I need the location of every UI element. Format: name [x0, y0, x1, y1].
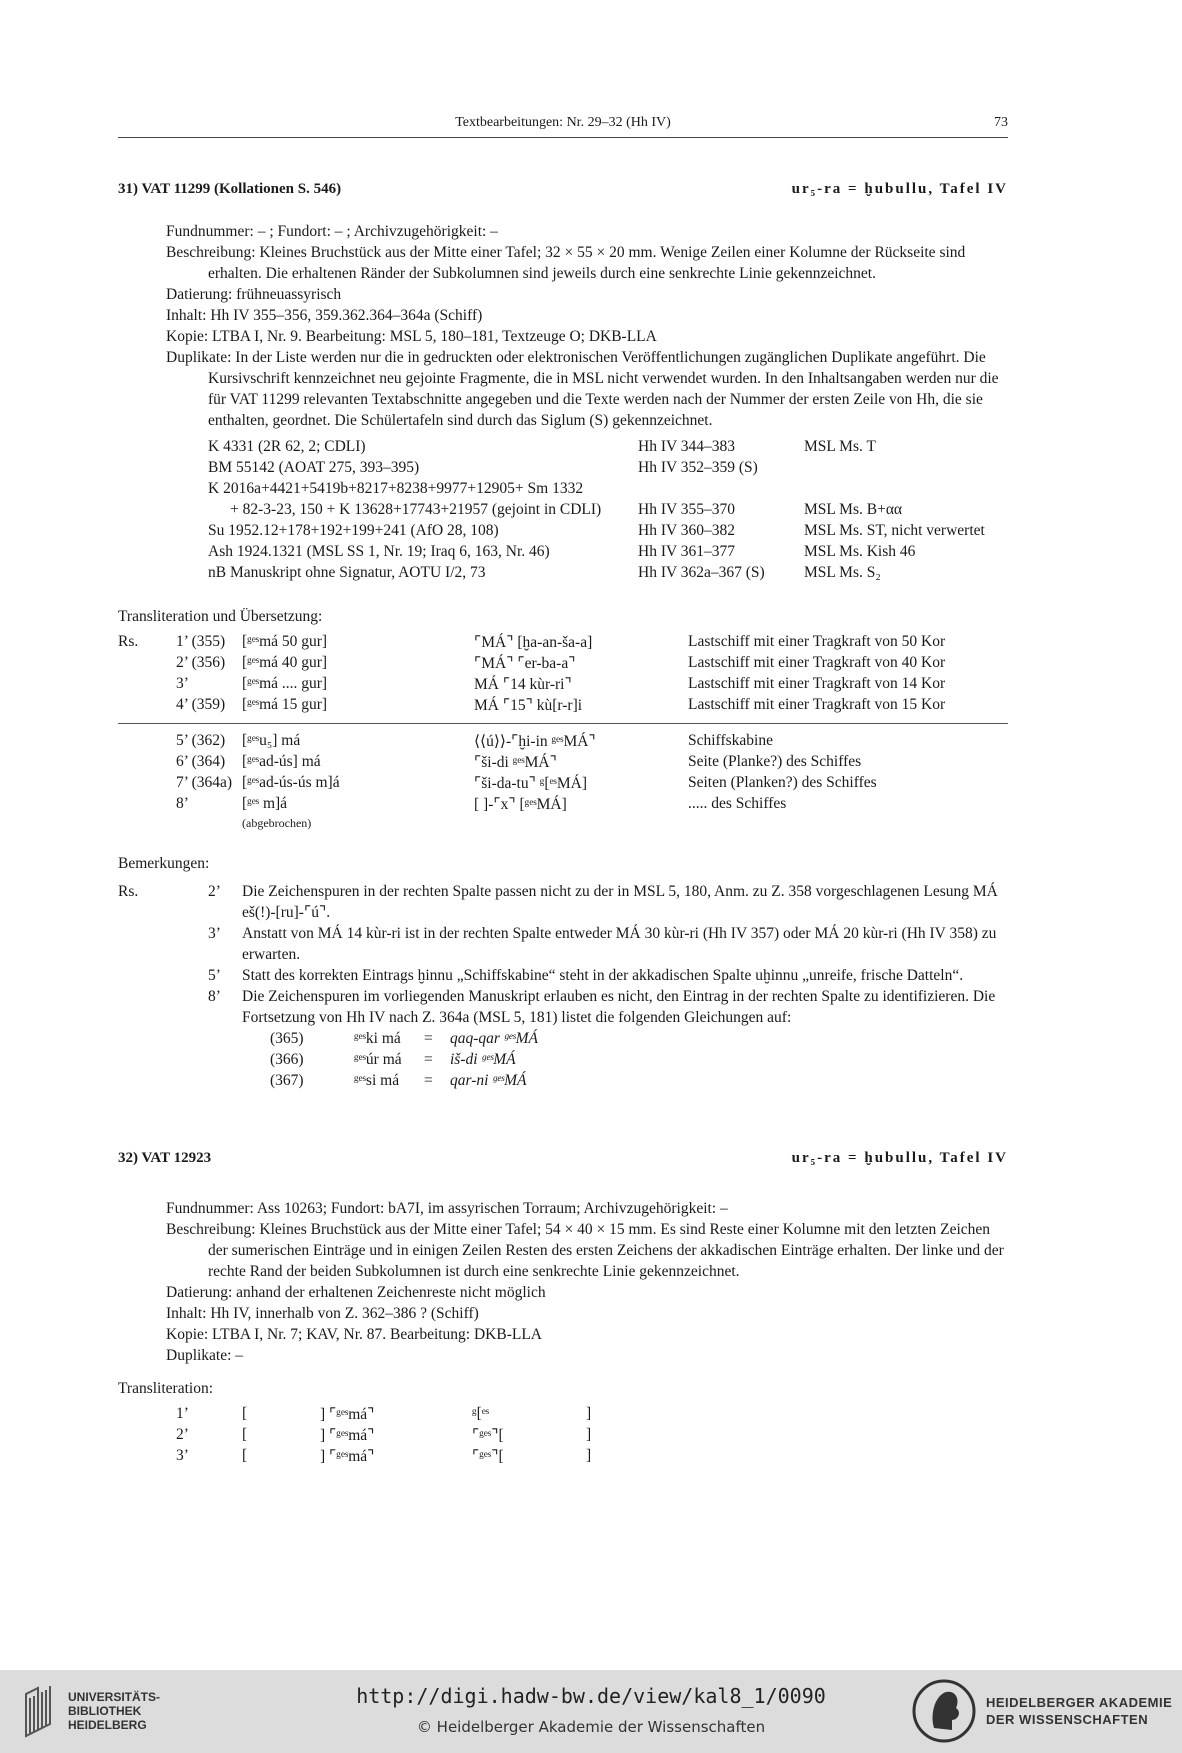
transliteration-label: Transliteration und Übersetzung: [118, 608, 323, 625]
meta-beschreibung: Beschreibung: Kleines Bruchstück aus der Mitte einer Tafel; 54 × 40 × 15 mm. Es sind Reste einer Kolumne mit den letzten Zeichen der sumerischen Einträge und in einigen Zeilen Resten des ersten Zeichens der akkadischen Einträge erhalten. Der linke und der rechte Rand der beiden Subkolumnen ist durch eine senkrechte Linie gekennzeichnet. [166, 1221, 1004, 1280]
running-header [118, 115, 1008, 138]
note-item: Rs. 2’ Die Zeichenspuren in der rechten Spalte passen nicht zu der in MSL 5, 180, Anm. zu Z. 358 vorgeschlagenen Lesung MÁ eš(!)-[ru]-⌜ú⌝. [118, 883, 998, 921]
meta-datierung: Datierung: frühneuassyrisch [166, 286, 342, 303]
meta-inhalt: Inhalt: Hh IV 355–356, 359.362.364–364a (Schiff) [166, 307, 483, 324]
meta-kopie: Kopie: LTBA I, Nr. 7; KAV, Nr. 87. Bearbeitung: DKB-LLA [166, 1326, 543, 1343]
table-row: 2’ (356) [ᵍᵉˢmá 40 gur] ⌜MÁ⌝ ⌜er-ba-a⌝ Lastschiff mit einer Tragkraft von 40 Kor [176, 654, 946, 672]
table-row: 3’ [ ] ⌜ᵍᵉˢmá⌝ ⌜ᵍᵉˢ⌝[ ] [176, 1447, 592, 1465]
transliteration-label-32: Transliteration: [118, 1380, 214, 1397]
section-31-series: ur₅-ra = ḫubullu, Tafel IV [791, 181, 1008, 197]
table-row: 2’ [ ] ⌜ᵍᵉˢmá⌝ ⌜ᵍᵉˢ⌝[ ] [176, 1426, 592, 1444]
broken-note: (abgebrochen) [242, 816, 312, 830]
duplicate-row: Su 1952.12+178+192+199+241 (AfO 28, 108) Hh IV 360–382 MSL Ms. ST, nicht verwertet [208, 522, 985, 539]
duplicates-table [208, 436, 985, 583]
equation-row: (365) ᵍᵉˢki má = qaq-qar ᵍᵉˢMÁ [270, 1030, 538, 1047]
meta-beschreibung: Beschreibung: Kleines Bruchstück aus der Mitte einer Tafel; 32 × 55 × 20 mm. Wenige Zeilen einer Kolumne der Rückseite sind erhalten. Die erhaltenen Ränder der Subkolumnen sind jeweils durch eine senkrechte Linie gekennzeichnet. [166, 244, 966, 282]
page-number: 73 [994, 115, 1008, 130]
duplicate-row: BM 55142 (AOAT 275, 393–395) Hh IV 352–359 (S) [208, 459, 758, 476]
section-32-title: 32) VAT 12923 [118, 1150, 212, 1166]
transliteration-table-32 [118, 1405, 718, 1468]
duplicate-row: K 2016a+4421+5419b+8217+8238+9977+12905+ Sm 1332 [208, 480, 584, 497]
section-31-title-row [118, 181, 1008, 198]
duplicate-row: nB Manuskript ohne Signatur, AOTU I/2, 73 Hh IV 362a–367 (S) MSL Ms. S₂ [208, 564, 881, 581]
section-32-meta [166, 1198, 1008, 1366]
table-row: 1’ [ ] ⌜ᵍᵉˢmá⌝ ᵍ[ᵉˢ ] [176, 1405, 592, 1423]
duplicate-row: + 82-3-23, 150 + K 13628+17743+21957 (gejoint in CDLI) Hh IV 355–370 MSL Ms. B+αα [230, 501, 903, 518]
equation-row: (366) ᵍᵉˢúr má = iš-di ᵍᵉˢMÁ [270, 1051, 516, 1068]
meta-fundnummer: Fundnummer: Ass 10263; Fundort: bA7I, im assyrischen Torraum; Archivzugehörigkeit: – [166, 1200, 728, 1217]
side-label: Rs. [118, 633, 139, 650]
duplicate-row: K 4331 (2R 62, 2; CDLI) Hh IV 344–383 MSL Ms. T [208, 438, 876, 455]
duplicate-row: Ash 1924.1321 (MSL SS 1, Nr. 19; Iraq 6, 163, Nr. 46) Hh IV 361–377 MSL Ms. Kish 46 [208, 543, 916, 560]
library-name: UNIVERSITÄTS- BIBLIOTHEK HEIDELBERG [68, 1690, 161, 1732]
table-row: 6’ (364) [ᵍᵉˢad-ús] má ⌜ši-di ᵍᵉˢMÁ⌝ Seite (Planke?) des Schiffes [176, 753, 862, 771]
meta-fundnummer: Fundnummer: – ; Fundort: – ; Archivzugehörigkeit: – [166, 223, 498, 240]
section-31-title: 31) VAT 11299 (Kollationen S. 546) [118, 181, 342, 197]
copyright-text: © Heidelberger Akademie der Wissenschaften [416, 1718, 766, 1736]
section-32-series: ur₅-ra = ḫubullu, Tafel IV [791, 1150, 1008, 1166]
running-title: Textbearbeitungen: Nr. 29–32 (Hh IV) [455, 115, 671, 130]
table-row: Rs. 1’ (355) [ᵍᵉˢmá 50 gur] ⌜MÁ⌝ [ḫa-an-ša-a] Lastschiff mit einer Tragkraft von 50 Kor [118, 633, 946, 651]
broken-note-row [118, 816, 1008, 837]
equation-row: (367) ᵍᵉˢsi má = qar-ni ᵍᵉˢMÁ [270, 1072, 527, 1089]
table-row: 7’ (364a) [ᵍᵉˢad-ús-ús m]á ⌜ši-da-tu⌝ ᵍ[ᵉˢMÁ] Seiten (Planken?) des Schiffes [176, 774, 877, 792]
meta-inhalt: Inhalt: Hh IV, innerhalb von Z. 362–386 ? (Schiff) [166, 1305, 479, 1322]
notes-label: Bemerkungen: [118, 855, 210, 872]
meta-kopie: Kopie: LTBA I, Nr. 9. Bearbeitung: MSL 5, 180–181, Textzeuge O; DKB-LLA [166, 328, 657, 345]
ruling-line [118, 723, 1008, 724]
academy-seal-icon [912, 1676, 976, 1746]
academy-name: HEIDELBERGER AKADEMIE DER WISSENSCHAFTEN [986, 1695, 1173, 1727]
table-row: 5’ (362) [ᵍᵉˢu₅] má ⟨⟨ú⟩⟩-⌜ḫi-in ᵍᵉˢMÁ⌝ Schiffskabine [176, 732, 773, 750]
table-row: 8’ [ᵍᵉˢ m]á [ ]-⌜x⌝ [ᵍᵉˢMÁ] ..... des Schiffes [176, 795, 787, 813]
meta-duplikate: Duplikate: In der Liste werden nur die in gedruckten oder elektronischen Veröffentlichungen zugänglichen Duplikate angeführt. Die Kursivschrift kennzeichnet neu gejointe Fragmente, die in MSL nicht verwendet wurden. In den Inhaltsangaben werden nur die für VAT 11299 relevanten Textabschnitte angegeben und die Texte werden nach der Nummer der ersten Zeile von Hh, die sie enthalten, geordnet. Die Schülertafeln sind durch das Siglum (S) gekennzeichnet. [166, 349, 999, 429]
table-row: 4’ (359) [ᵍᵉˢmá 15 gur] MÁ ⌜15⌝ kù[r-r]i Lastschiff mit einer Tragkraft von 15 Kor [176, 696, 946, 714]
meta-duplikate: Duplikate: – [166, 1347, 244, 1364]
note-item: 5’ Statt des korrekten Eintrags ḫinnu „Schiffskabine“ steht in der akkadischen Spalte uḫinnu „unreife, frische Datteln“. [208, 967, 964, 984]
note-item: 3’ Anstatt von MÁ 14 kùr-ri ist in der rechten Spalte entweder MÁ 30 kùr-ri (Hh IV 357) oder MÁ 20 kùr-ri (Hh IV 358) zu erwarten. [208, 925, 997, 963]
footer-bar [0, 1670, 1182, 1753]
transliteration-table [118, 633, 1008, 837]
section-31-meta [166, 221, 1008, 431]
note-item: 8’ Die Zeichenspuren im vorliegenden Manuskript erlauben es nicht, den Eintrag in der rechten Spalte zu identifizieren. Die Fortsetzung von Hh IV nach Z. 364a (MSL 5, 181) listet die folgenden Gleichungen auf: [208, 988, 996, 1026]
table-row: 3’ [ᵍᵉˢmá .... gur] MÁ ⌜14 kùr-ri⌝ Lastschiff mit einer Tragkraft von 14 Kor [176, 675, 946, 693]
meta-datierung: Datierung: anhand der erhaltenen Zeichenreste nicht möglich [166, 1284, 546, 1301]
source-url-link[interactable]: http://digi.hadw-bw.de/view/kal8_1/0090 [356, 1684, 826, 1708]
section-32-title-row [118, 1150, 1008, 1167]
notes-block [118, 881, 1008, 1091]
